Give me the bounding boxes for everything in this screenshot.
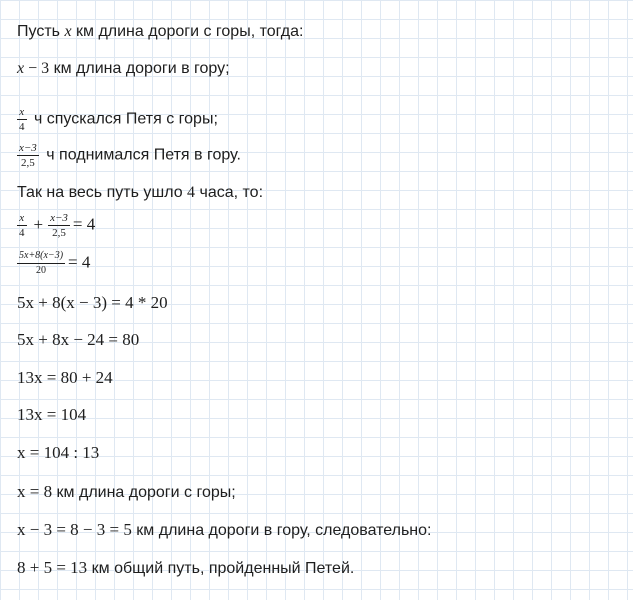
uphill-expression: − 3 bbox=[24, 60, 50, 77]
equation-1 bbox=[17, 212, 95, 239]
intro-text-start: Пусть bbox=[17, 23, 65, 40]
fraction-numerator: x bbox=[17, 212, 27, 226]
equation-1-fraction-1 bbox=[17, 212, 27, 239]
time-up-line bbox=[17, 142, 241, 169]
step-2: 5x + 8x − 24 = 80 bbox=[17, 330, 140, 349]
fraction-numerator: 5x+8(x−3) bbox=[17, 250, 65, 264]
total-distance-expression: 8 + 5 = 13 bbox=[17, 558, 88, 577]
fraction-denominator: 4 bbox=[19, 121, 25, 133]
total-time-number: 4 bbox=[187, 184, 196, 201]
step-5: x = 104 : 13 bbox=[17, 443, 100, 462]
step-4: 13x = 104 bbox=[17, 405, 87, 424]
result-up-text: км длина дороги в гору, следовательно: bbox=[131, 522, 432, 539]
time-down-fraction bbox=[17, 106, 27, 133]
total-distance-text: км общий путь, пройденный Петей. bbox=[87, 560, 355, 577]
equation-2 bbox=[17, 250, 90, 277]
uphill-text: км длина дороги в гору; bbox=[49, 60, 230, 77]
result-up-line bbox=[17, 520, 431, 541]
equation-1-rhs: = 4 bbox=[72, 214, 96, 234]
step-1: 5x + 8(x − 3) = 4 * 20 bbox=[17, 293, 168, 312]
result-down-line bbox=[17, 482, 236, 503]
equation-1-fraction-2 bbox=[48, 212, 70, 239]
result-down-text: км длина дороги с горы; bbox=[52, 484, 236, 501]
equation-2-fraction bbox=[17, 250, 65, 277]
intro-line bbox=[17, 22, 303, 42]
total-time-line bbox=[17, 183, 263, 203]
fraction-numerator: x−3 bbox=[19, 142, 37, 154]
time-up-fraction bbox=[17, 142, 39, 169]
result-down-expression: x = 8 bbox=[17, 482, 53, 501]
time-down-text: ч спускался Петя с горы; bbox=[29, 110, 218, 128]
uphill-line bbox=[17, 59, 230, 79]
uphill-variable: x bbox=[17, 60, 25, 77]
fraction-denominator: 20 bbox=[36, 265, 47, 276]
total-distance-line bbox=[17, 558, 354, 579]
time-up-text: ч поднимался Петя в гору. bbox=[41, 146, 241, 164]
total-time-text-start: Так на весь путь ушло bbox=[17, 184, 188, 201]
fraction-numerator: x−3 bbox=[50, 212, 68, 224]
fraction-denominator: 2,5 bbox=[21, 157, 35, 169]
step-3: 13x = 80 + 24 bbox=[17, 368, 113, 387]
fraction-numerator: x bbox=[17, 106, 27, 120]
plus-sign: + bbox=[33, 214, 44, 234]
intro-variable: x bbox=[64, 23, 72, 40]
equation-2-rhs: = 4 bbox=[68, 252, 91, 272]
total-time-text-end: часа, то: bbox=[195, 184, 264, 201]
fraction-denominator: 2,5 bbox=[52, 227, 66, 239]
time-down-line bbox=[17, 106, 218, 133]
result-up-expression: x − 3 = 8 − 3 = 5 bbox=[17, 520, 132, 539]
intro-text-end: км длина дороги с горы, тогда: bbox=[71, 23, 304, 40]
fraction-denominator: 4 bbox=[19, 227, 25, 239]
